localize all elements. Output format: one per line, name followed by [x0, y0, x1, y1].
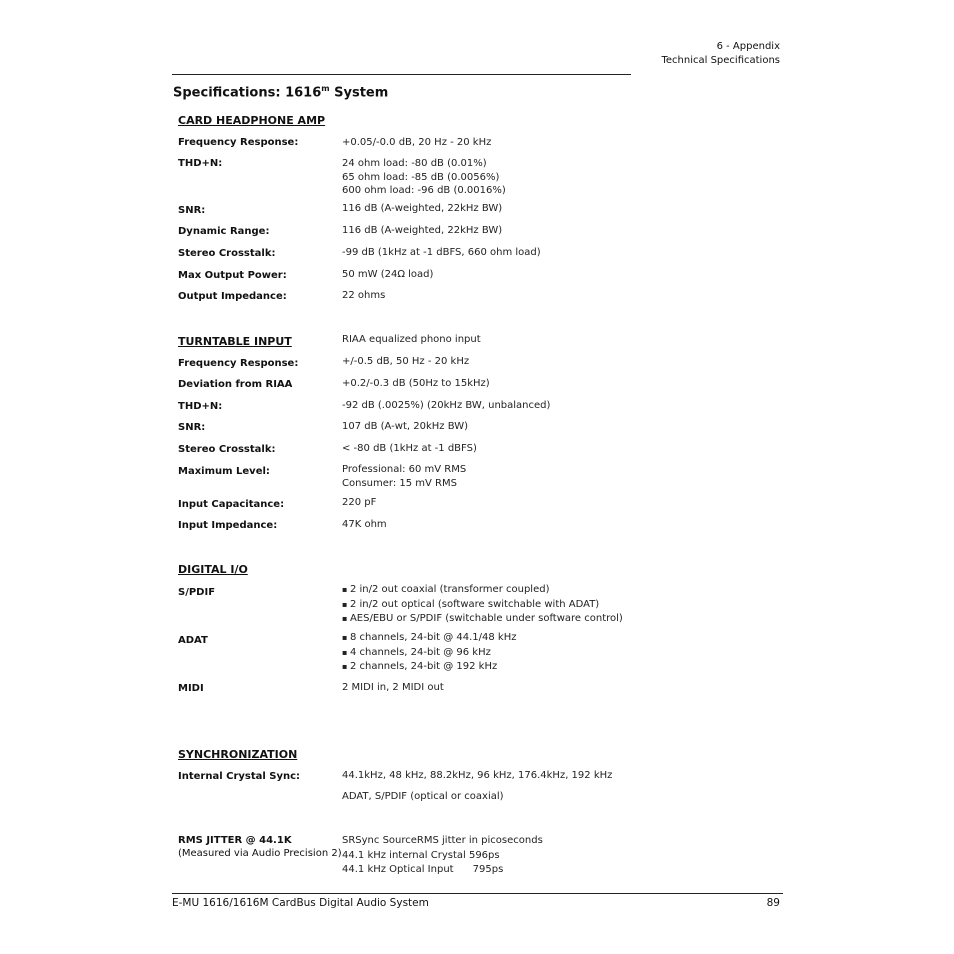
header-rule	[172, 74, 631, 75]
spec-label: Input Impedance:	[178, 520, 278, 531]
footer-rule	[172, 893, 783, 894]
external-sync-value: ADAT, S/PDIF (optical or coaxial)	[342, 791, 504, 802]
section-sync-heading: SYNCHRONIZATION	[178, 748, 298, 761]
spec-value: Professional: 60 mV RMS Consumer: 15 mV RMS	[342, 464, 467, 489]
spec-value: 24 ohm load: -80 dB (0.01%) 65 ohm load: -85 dB (0.0056%) 600 ohm load: -96 dB (0.0016%)	[342, 158, 506, 196]
midi-label: MIDI	[178, 683, 204, 694]
spec-label: THD+N:	[178, 158, 223, 169]
spec-value: < -80 dB (1kHz at -1 dBFS)	[342, 443, 477, 454]
spec-label: THD+N:	[178, 401, 223, 412]
spec-value: +0.05/-0.0 dB, 20 Hz - 20 kHz	[342, 137, 492, 148]
section-headphone-heading: CARD HEADPHONE AMP	[178, 114, 326, 127]
title-main: Specifications: 1616	[173, 85, 322, 101]
adat-bullets	[342, 631, 516, 675]
spec-value: 116 dB (A-weighted, 22kHz BW)	[342, 225, 503, 236]
header-chapter: 6 - Appendix	[716, 41, 780, 52]
spec-value: -99 dB (1kHz at -1 dBFS, 660 ohm load)	[342, 247, 541, 258]
spec-label: Frequency Response:	[178, 137, 299, 148]
spec-label: Stereo Crosstalk:	[178, 444, 276, 455]
spec-label: Deviation from RIAA	[178, 379, 293, 390]
footer-title: E-MU 1616/1616M CardBus Digital Audio System	[172, 897, 429, 909]
spec-value: 47K ohm	[342, 519, 387, 530]
spec-value: 116 dB (A-weighted, 22kHz BW)	[342, 203, 503, 214]
page-title	[173, 84, 388, 100]
list-item: ▪ 4 channels, 24-bit @ 96 kHz	[342, 646, 516, 661]
crystal-sync-label: Internal Crystal Sync:	[178, 771, 301, 782]
spec-label: Dynamic Range:	[178, 226, 270, 237]
spec-value: 22 ohms	[342, 290, 386, 301]
spdif-bullets	[342, 583, 623, 627]
header-section: Technical Specifications	[661, 55, 780, 66]
spec-label: Maximum Level:	[178, 466, 270, 477]
spec-label: Stereo Crosstalk:	[178, 248, 276, 259]
list-item: ▪ 2 channels, 24-bit @ 192 kHz	[342, 660, 516, 675]
jitter-values: SRSync SourceRMS jitter in picoseconds 44.1 kHz internal Crystal 596ps 44.1 kHz Optical Input 795ps	[342, 835, 543, 875]
turntable-heading-value: RIAA equalized phono input	[342, 334, 481, 345]
list-item: ▪ 2 in/2 out optical (software switchable with ADAT)	[342, 598, 623, 613]
section-turntable-heading: TURNTABLE INPUT	[178, 335, 292, 348]
section-digital-heading: DIGITAL I/O	[178, 563, 248, 576]
spec-value: 107 dB (A-wt, 20kHz BW)	[342, 421, 468, 432]
spec-label: Max Output Power:	[178, 270, 287, 281]
running-header	[661, 40, 780, 68]
spec-label: SNR:	[178, 205, 206, 216]
spec-value: 220 pF	[342, 497, 377, 508]
crystal-sync-value: 44.1kHz, 48 kHz, 88.2kHz, 96 kHz, 176.4kHz, 192 kHz	[342, 770, 613, 781]
spec-label: Input Capacitance:	[178, 499, 285, 510]
title-superscript: m	[321, 84, 330, 93]
page-number: 89	[766, 897, 780, 909]
spec-value: 50 mW (24Ω load)	[342, 269, 434, 280]
jitter-sublabel: (Measured via Audio Precision 2)	[178, 848, 342, 859]
list-item: ▪ 8 channels, 24-bit @ 44.1/48 kHz	[342, 631, 516, 646]
spec-label: Frequency Response:	[178, 358, 299, 369]
spec-value: +/-0.5 dB, 50 Hz - 20 kHz	[342, 356, 470, 367]
jitter-label: RMS JITTER @ 44.1K	[178, 835, 292, 846]
spec-label: SNR:	[178, 422, 206, 433]
spdif-label: S/PDIF	[178, 587, 216, 598]
spec-label: Output Impedance:	[178, 291, 287, 302]
list-item: ▪ 2 in/2 out coaxial (transformer coupled)	[342, 583, 623, 598]
title-tail: System	[329, 85, 389, 101]
spec-value: +0.2/-0.3 dB (50Hz to 15kHz)	[342, 378, 490, 389]
adat-label: ADAT	[178, 635, 208, 646]
spec-value: -92 dB (.0025%) (20kHz BW, unbalanced)	[342, 400, 551, 411]
list-item: ▪ AES/EBU or S/PDIF (switchable under software control)	[342, 612, 623, 627]
midi-value: 2 MIDI in, 2 MIDI out	[342, 682, 444, 693]
